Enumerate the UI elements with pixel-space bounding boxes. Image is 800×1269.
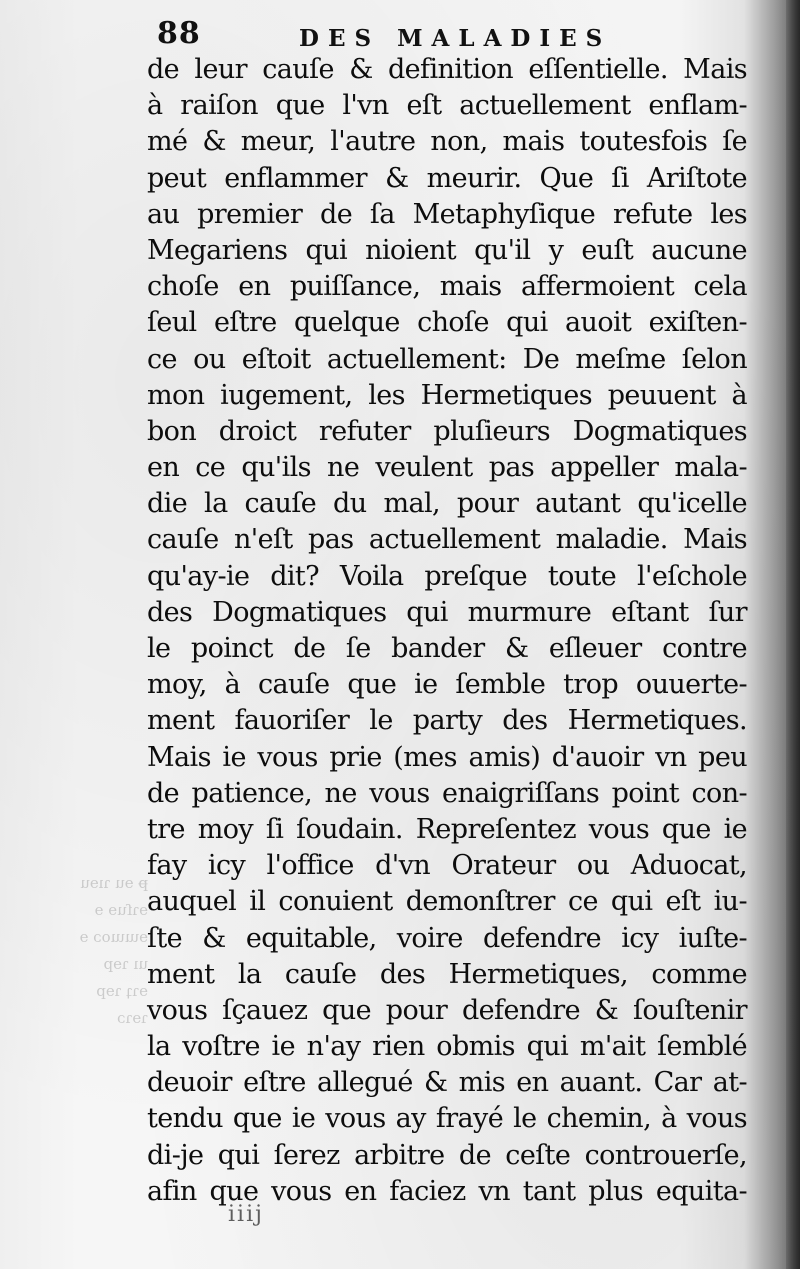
text-line: Megariens qui nioient qu'il y euſt aucune: [147, 234, 747, 266]
text-line: deuoir eſtre allegué & mis en auant. Car at-: [147, 1067, 747, 1099]
text-line: qu'ay-ie dit? Voila preſque toute l'eſchole: [147, 560, 747, 592]
text-line: de patience, ne vous enaigriſſans point con-: [147, 777, 747, 809]
text-line: mon iugement, les Hermetiques peuuent à: [147, 379, 747, 411]
text-line: vous ſçauez que pour defendre & ſouſtenir: [147, 994, 747, 1026]
text-line: afin que vous en faciez vn tant plus equita-: [147, 1175, 747, 1207]
page-gutter-shadow: [786, 0, 800, 1269]
page-number: 88: [157, 16, 201, 51]
text-line: ment la cauſe des Hermetiques, comme: [147, 958, 747, 990]
text-line: moy, à cauſe que ie ſemble trop ouuerte-: [147, 669, 747, 701]
text-line: bon droict refuter pluſieurs Dogmatiques: [147, 415, 747, 447]
text-line: au premier de ſa Metaphyſique refute les: [147, 198, 747, 230]
text-line: mé & meur, l'autre non, mais toutesfois ſe: [147, 126, 747, 158]
text-line: ment fauoriſer le party des Hermetiques.: [147, 705, 747, 737]
text-line: tendu que ie vous ay frayé le chemin, à vous: [147, 1103, 747, 1135]
text-line: di-je qui ſerez arbitre de ceſte controuerſe,: [147, 1139, 747, 1171]
text-line: cauſe n'eſt pas actuellement maladie. Mais: [147, 524, 747, 556]
text-line: des Dogmatiques qui murmure eſtant ſur: [147, 596, 747, 628]
text-line: auquel il conuient demonſtrer ce qui eſt iu-: [147, 886, 747, 918]
running-header: [157, 16, 787, 56]
text-line: la voſtre ie n'ay rien obmis qui m'ait ſemblé: [147, 1031, 747, 1063]
text-line: de leur cauſe & definition eſſentielle. Mais: [147, 54, 747, 85]
text-line: le poinct de ſe bander & eſleuer contre: [147, 633, 747, 664]
text-line: ſeul eſtre quelque choſe qui auoit exiſten-: [147, 307, 747, 339]
text-line: à raiſon que l'vn eſt actuellement enflam-: [147, 90, 747, 122]
text-line: die la cauſe du mal, pour autant qu'icelle: [147, 488, 747, 520]
text-line: fay icy l'office d'vn Orateur ou Aduocat,: [147, 850, 747, 882]
body-text: [147, 52, 747, 1210]
text-line: Mais ie vous prie (mes amis) d'auoir vn peu: [147, 741, 747, 773]
text-line: peut enflammer & meurir. Que ſi Ariſtote: [147, 162, 747, 194]
text-line: choſe en puiſſance, mais affermoient cela: [147, 271, 747, 303]
text-line: tre moy ſi ſoudain. Repreſentez vous que ie: [147, 813, 747, 845]
signature-mark: iiij: [228, 1202, 264, 1227]
show-through-text: ᵽ ɘu ɿıɘu ɘɿſuɘ ɘ ɘɯɯoɔ ɘ uı ɿɘp ɘɿʇ ɿɘp ɿɘɿɔ: [79, 874, 148, 1027]
running-title: DES MALADIES: [299, 25, 612, 52]
text-line: ce ou eſtoit actuellement: De meſme ſelon: [147, 343, 747, 375]
text-line: ſte & equitable, voire defendre icy iuſte-: [147, 922, 747, 954]
text-line: en ce qu'ils ne veulent pas appeller mala-: [147, 452, 747, 484]
